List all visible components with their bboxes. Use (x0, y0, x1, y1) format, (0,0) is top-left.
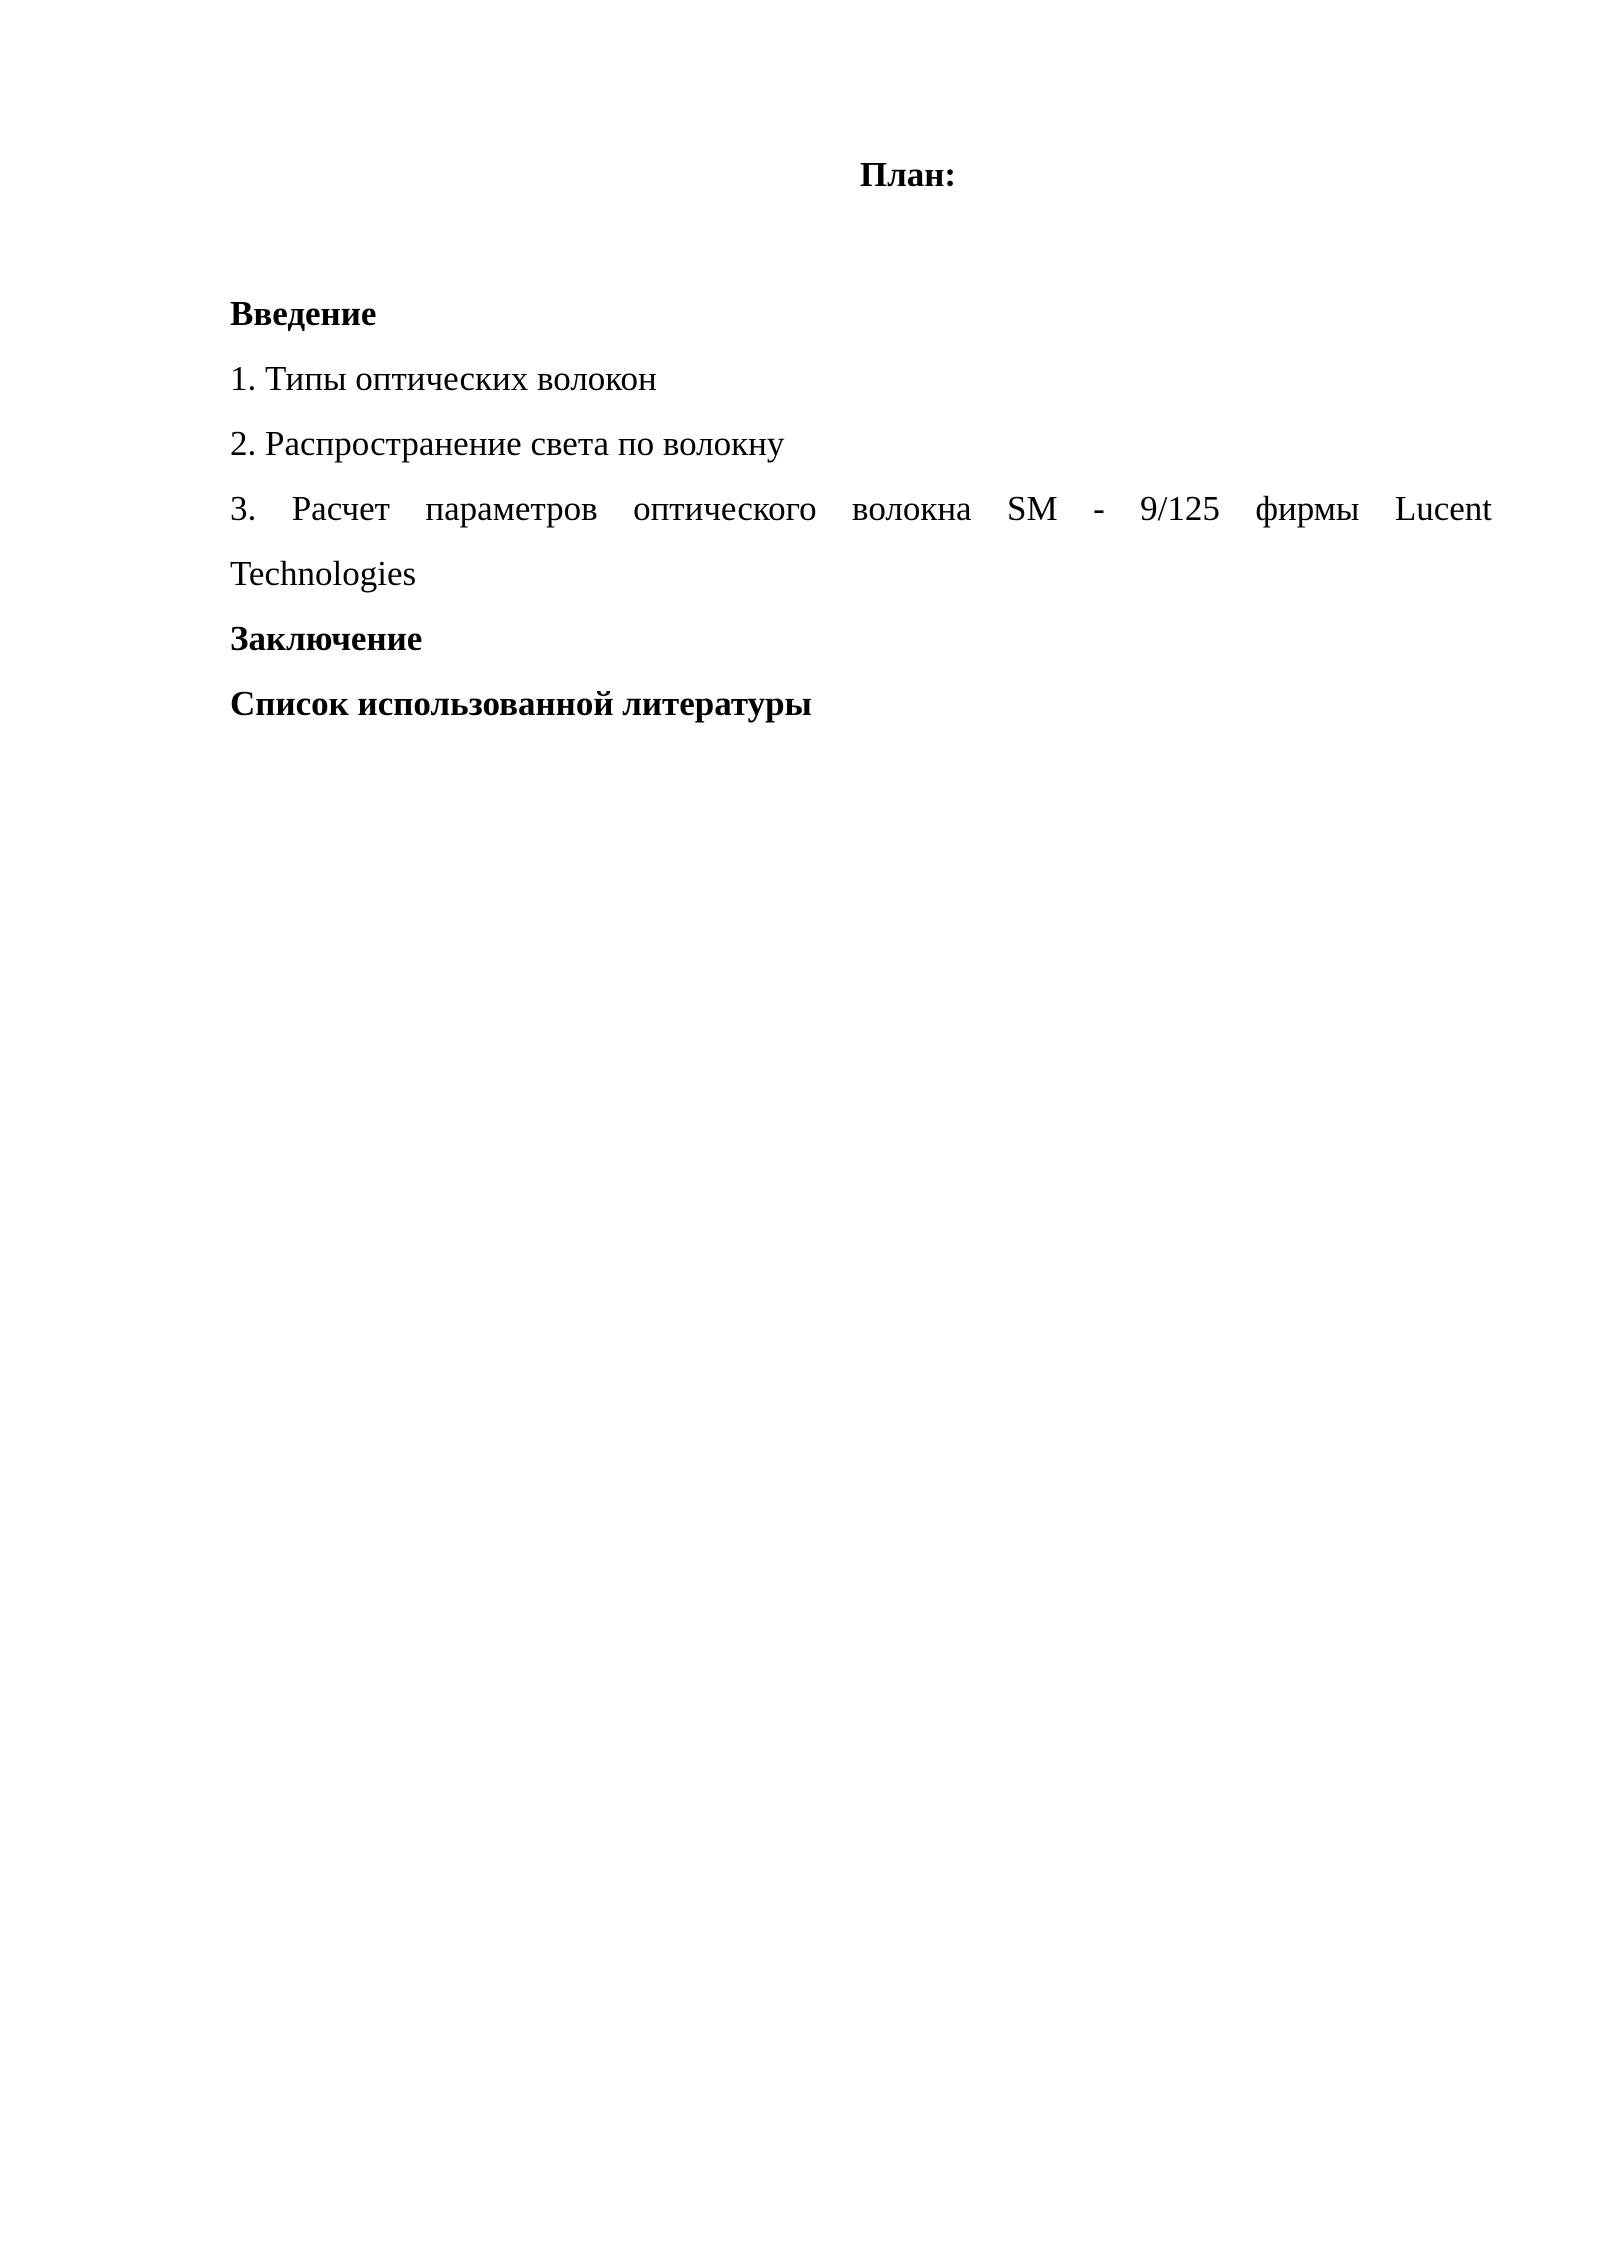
toc-item-light-propagation: 2. Распространение света по волокну (230, 424, 785, 463)
toc-item-introduction: Введение (230, 294, 377, 333)
toc-item-fiber-calculation-line-1 (230, 476, 1492, 541)
toc-word: - (1093, 489, 1105, 528)
toc-word: параметров (425, 489, 598, 528)
toc-item-references: Список использованной литературы (230, 684, 812, 723)
toc-item-fiber-calculation (230, 476, 1492, 606)
toc-word: Lucent (1394, 489, 1492, 528)
toc-word: оптического (633, 489, 817, 528)
toc-word: фирмы (1255, 489, 1360, 528)
toc-item-fiber-types: 1. Типы оптических волокон (230, 359, 657, 398)
toc-word: 9/125 (1140, 489, 1220, 528)
toc-item-fiber-calculation-line-2: Technologies (230, 554, 417, 593)
toc-item-conclusion: Заключение (230, 619, 423, 658)
toc-word: SM (1007, 489, 1058, 528)
toc-word: волокна (852, 489, 972, 528)
page-title: План: (859, 155, 957, 194)
toc-word: Расчет (291, 489, 390, 528)
table-of-contents (230, 281, 1492, 736)
toc-word: 3. (230, 489, 257, 528)
